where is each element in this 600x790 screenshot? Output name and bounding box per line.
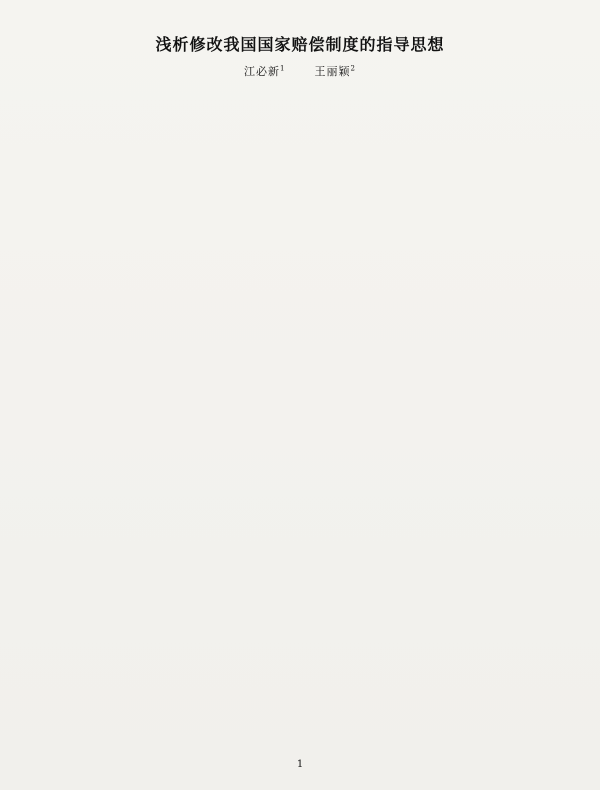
- page-number: 1: [296, 759, 304, 770]
- paper-title: 浅析修改我国国家赔偿制度的指导思想: [155, 35, 445, 54]
- author-name: 江必新: [244, 65, 281, 78]
- author-footnote-mark: 2: [350, 64, 356, 73]
- author-name: 王丽颖: [314, 65, 351, 78]
- author-line: [0, 63, 600, 79]
- author-footnote-mark: 1: [280, 64, 286, 73]
